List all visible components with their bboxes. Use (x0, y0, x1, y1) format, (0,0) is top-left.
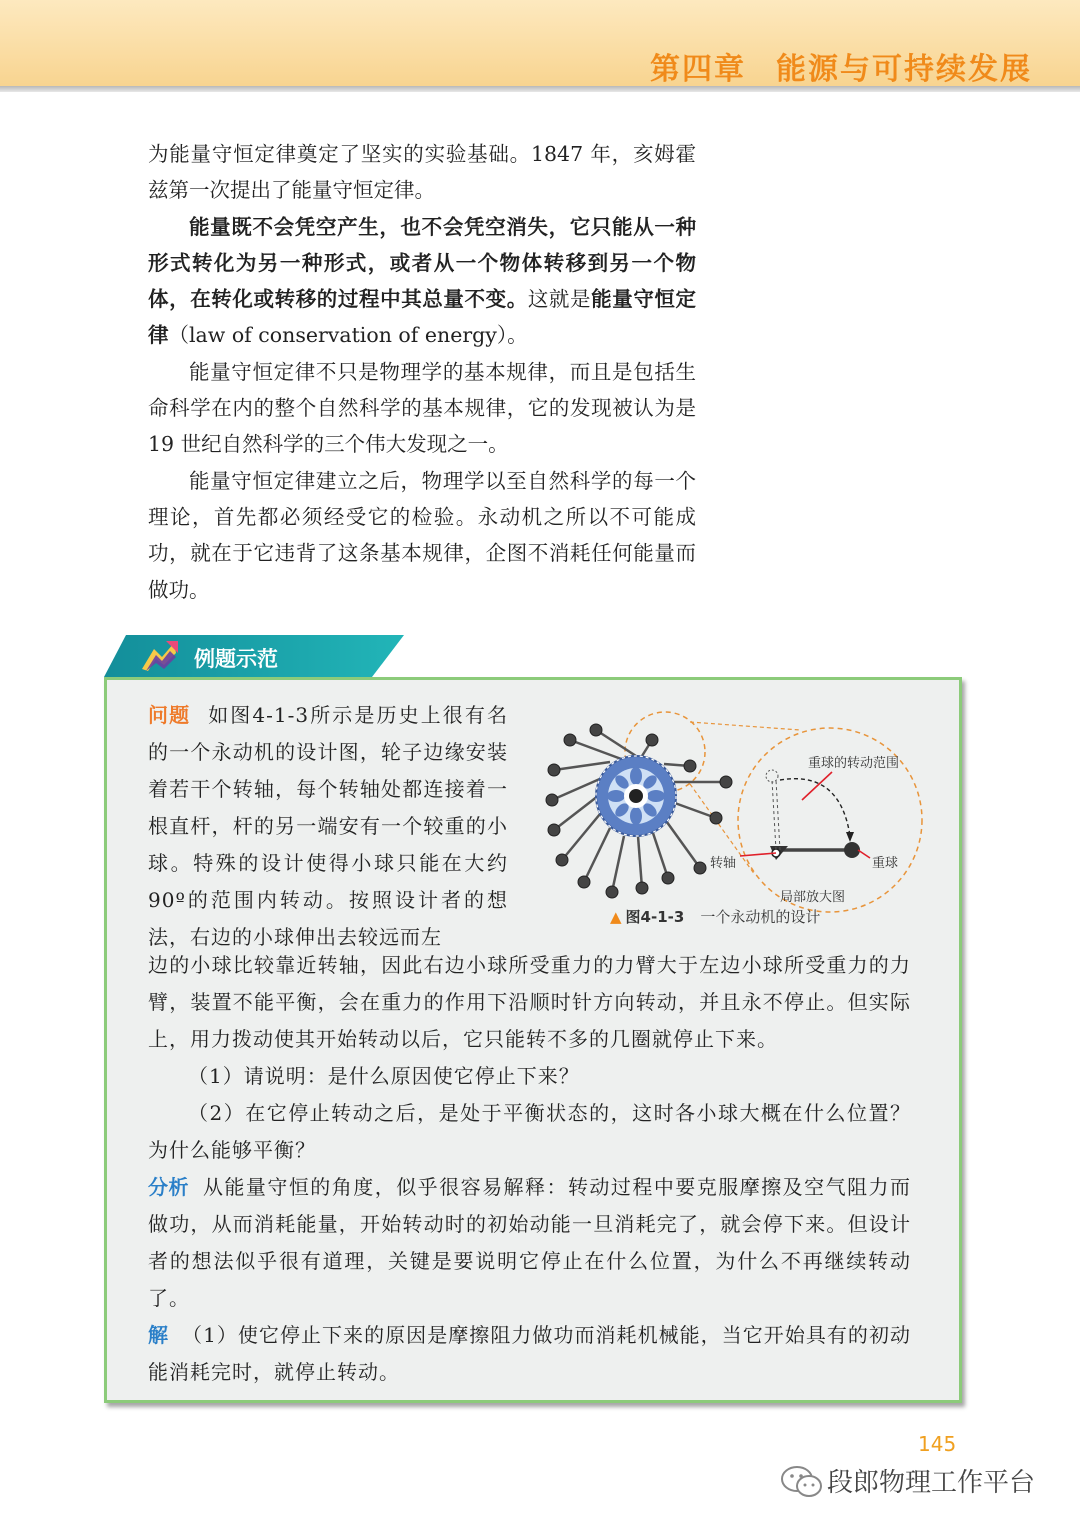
paragraph-1: 为能量守恒定律奠定了坚实的实验基础。1847 年，亥姆霍兹第一次提出了能量守恒定律。 (148, 142, 696, 203)
law-term: 能量守恒定律 (148, 287, 697, 348)
watermark-text: 段郎物理工作平台 (827, 1468, 1036, 1498)
caption-text: 一个永动机的设计 (700, 908, 821, 926)
label-zoom: 局部放大图 (780, 890, 846, 905)
question-1: （1）请说明：是什么原因使它停止下来？ (188, 1064, 580, 1088)
problem-tag: 问题 (148, 703, 191, 727)
law-statement: 能量既不会凭空产生，也不会凭空消失，它只能从一种形式转化为另一种形式，或者从一个物体转移到另一个物体，在转化或转移的过程中其总量不变。 (148, 214, 696, 312)
page-number: 145 (918, 1432, 957, 1456)
question-2: （2）在它停止转动之后，是处于平衡状态的，这时各小球大概在什么位置？为什么能够平衡？ (148, 1101, 911, 1162)
example-tab-title: 例题示范 (194, 647, 278, 671)
label-axis: 转轴 (710, 856, 737, 871)
chapter-title (650, 44, 1032, 88)
label-rotation-range: 重球的转动范围 (808, 756, 900, 771)
paragraph-3: 能量守恒定律不只是物理学的基本规律，而且是包括生命科学在内的整个自然科学的基本规律，它的发现被认为是 19 世纪自然科学的三个伟大发现之一。 (148, 359, 696, 457)
body-text (148, 136, 696, 608)
caption-triangle-icon: ▲ (610, 908, 622, 926)
problem-continued (148, 947, 911, 1391)
caption-number: 图4-1-3 (625, 908, 685, 926)
analysis (148, 1169, 911, 1317)
problem-left-text: 如图4-1-3所示是历史上很有名的一个永动机的设计图，轮子边缘安装着若干个转轴，每个转轴处都连接着一根直杆，杆的另一端安有一个较重的小球。特殊的设计使得小球只能在大约90º的范围内转动。按照设计者的想法，右边的小球伸出去较远而左 (148, 703, 508, 949)
watermark (775, 1462, 1035, 1499)
example-tab (104, 635, 404, 677)
analysis-tag: 分析 (148, 1175, 189, 1199)
figure-perpetual-motion (540, 700, 930, 940)
solution-tag: 解 (148, 1323, 169, 1347)
book-arrow-icon (140, 639, 180, 673)
chapter-label: 第四章 (650, 52, 746, 87)
problem-text (148, 697, 508, 956)
solution-text: （1）使它停止下来的原因是摩擦阻力做功而消耗机械能，当它开始具有的初动能消耗完时，就停止转动。 (148, 1323, 912, 1384)
law-english: （law of conservation of energy）。 (168, 323, 528, 348)
paragraph-2 (148, 209, 696, 354)
problem-rest: 边的小球比较靠近转轴，因此右边小球所受重力的力臂大于左边小球所受重力的力臂，装置不能平衡，会在重力的作用下沿顺时针方向转动，并且永不停止。但实际上，用力拨动使其开始转动以后，它只能转不多的几圈就停止下来。 (148, 953, 911, 1051)
figure-caption (610, 906, 820, 927)
analysis-text: 从能量守恒的角度，似乎很容易解释：转动过程中要克服摩擦及空气阻力而做功，从而消耗能量，开始转动时的初始动能一旦消耗完了，就会停下来。但设计者的想法似乎很有道理，关键是要说明它停止在什么位置，为什么不再继续转动了。 (148, 1175, 912, 1310)
chapter-name: 能源与可持续发展 (776, 52, 1032, 87)
law-lead: 这就是 (527, 287, 592, 312)
perpetual-motion-diagram (540, 700, 930, 940)
solution (148, 1317, 911, 1391)
paragraph-4: 能量守恒定律建立之后，物理学以至自然科学的每一个理论，首先都必须经受它的检验。永动机之所以不可能成功，就在于它违背了这条基本规律，企图不消耗任何能量而做功。 (148, 468, 696, 602)
label-heavy-ball: 重球 (872, 856, 899, 871)
